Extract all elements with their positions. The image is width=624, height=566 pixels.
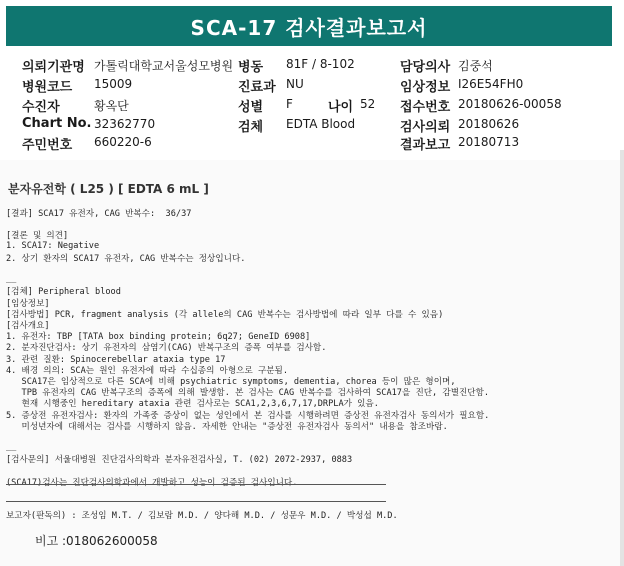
report-line: __ bbox=[6, 274, 17, 285]
report-line: [검사방법] PCR, fragment analysis (각 allele의 CAG 반복수는 검사방법에 따라 일부 다를 수 있음) bbox=[6, 309, 444, 320]
label-sex: 성별 bbox=[238, 100, 264, 115]
value-sex: F bbox=[286, 97, 293, 111]
value-patient: 황옥단 bbox=[94, 99, 129, 113]
report-line: 현재 시행중인 hereditary ataxia 관련 검사로는 SCA1,2,3,6,7,17,DRPLA가 있음. bbox=[6, 399, 379, 410]
patient-info-header bbox=[0, 50, 624, 153]
report-line: [검체] Peripheral blood bbox=[6, 287, 121, 298]
label-hospital-code: 병원코드 bbox=[22, 80, 73, 95]
report-line: [결론 및 의견] bbox=[6, 231, 69, 242]
label-department: 진료과 bbox=[238, 80, 276, 95]
label-specimen: 검체 bbox=[238, 120, 264, 135]
report-line: [임상정보] bbox=[6, 298, 50, 309]
label-doctor: 담당의사 bbox=[400, 60, 451, 75]
report-line: 2. 분자진단검사: 상기 유전자의 삼염기(CAG) 반복구조의 증폭 여부를 검사함. bbox=[6, 343, 327, 354]
report-line: [검사개요] bbox=[6, 321, 50, 331]
remark-label: 비고 bbox=[35, 534, 59, 548]
report-line: 1. 유전자: TBP [TATA box binding protein; 6q27; GeneID 6908] bbox=[6, 332, 311, 343]
value-hospital-code: 15009 bbox=[94, 77, 133, 91]
value-ward: 81F / 8-102 bbox=[286, 57, 355, 71]
value-report-date: 20180713 bbox=[458, 135, 520, 149]
label-clinical-info: 임상정보 bbox=[400, 80, 451, 95]
value-doctor: 김중석 bbox=[458, 59, 493, 73]
value-institution: 가톨릭대학교서울성모병원 bbox=[94, 59, 234, 73]
value-specimen: EDTA Blood bbox=[286, 117, 356, 131]
label-institution: 의뢰기관명 bbox=[22, 60, 85, 75]
value-department: NU bbox=[286, 77, 304, 91]
report-line: 5. 증상전 유전자검사: 환자의 가족중 증상이 없는 성인에서 본 검사를 시행하려면 증상전 유전자검사 동의서가 필요함. bbox=[6, 410, 490, 421]
label-chart-no: Chart No. bbox=[22, 116, 92, 131]
report-line: 4. 배경 의의: SCA는 원인 유전자에 따라 수십종의 아형으로 구분됨. bbox=[6, 365, 289, 376]
remark-value: :018062600058 bbox=[62, 534, 158, 548]
value-receipt-no: 20180626-00058 bbox=[458, 97, 562, 111]
report-line: 미성년자에 대해서는 검사를 시행하지 않음. 자세한 안내는 "증상전 유전자검사 동의서" 내용을 참조바람. bbox=[6, 421, 448, 432]
label-ward: 병동 bbox=[238, 60, 264, 75]
value-clinical-info: I26E54FH0 bbox=[458, 77, 524, 91]
remark bbox=[35, 532, 158, 549]
report-line: SCA17은 임상적으로 다른 SCA에 비해 psychiatric symptoms, dementia, chorea 등이 많은 형이며, bbox=[6, 377, 456, 387]
value-resident-no: 660220-6 bbox=[94, 135, 152, 149]
report-line: (SCA17)검사는 진단검사의학과에서 개발하고 성능이 검증된 검사입니다. bbox=[6, 477, 298, 488]
label-patient: 수진자 bbox=[22, 100, 60, 115]
value-request-date: 20180626 bbox=[458, 117, 520, 131]
divider-top bbox=[6, 484, 386, 485]
value-chart-no: 32362770 bbox=[94, 117, 156, 131]
label-receipt-no: 접수번호 bbox=[400, 100, 451, 115]
report-line: [결과] SCA17 유전자, CAG 반복수: 36/37 bbox=[6, 209, 192, 219]
report-title: SCA-17 검사결과보고서 bbox=[6, 6, 612, 46]
divider-bottom bbox=[6, 501, 386, 502]
report-line: __ bbox=[6, 442, 17, 453]
report-line: TPB 유전자의 CAG 반복구조의 증폭에 의해 발생함. 본 검사는 CAG 반복수를 검사하여 SCA17을 진단, 감별진단함. bbox=[6, 388, 490, 399]
label-request-date: 검사의뢰 bbox=[400, 120, 451, 135]
vertical-scrollbar[interactable] bbox=[620, 150, 624, 566]
section-title: 분자유전학 ( L25 ) [ EDTA 6 mL ] bbox=[8, 182, 209, 196]
report-line: 1. SCA17: Negative bbox=[6, 240, 100, 251]
report-line: 2. 상기 환자의 SCA17 유전자, CAG 반복수는 정상입니다. bbox=[6, 253, 246, 264]
report-line: 3. 관련 질환: Spinocerebellar ataxia type 17 bbox=[6, 354, 226, 365]
report-line: [검사문의] 서울대병원 진단검사의학과 분자유전검사실, T. (02) 2072-2937, 0883 bbox=[6, 455, 353, 466]
report-line: 보고자(판독의) : 조성임 M.T. / 김보람 M.D. / 양다해 M.D. / 성문우 M.D. / 박성섭 M.D. bbox=[6, 511, 398, 522]
label-resident-no: 주민번호 bbox=[22, 138, 73, 153]
value-age: 52 bbox=[360, 97, 376, 111]
label-age: 나이 bbox=[328, 100, 354, 115]
label-report-date: 결과보고 bbox=[400, 138, 451, 153]
